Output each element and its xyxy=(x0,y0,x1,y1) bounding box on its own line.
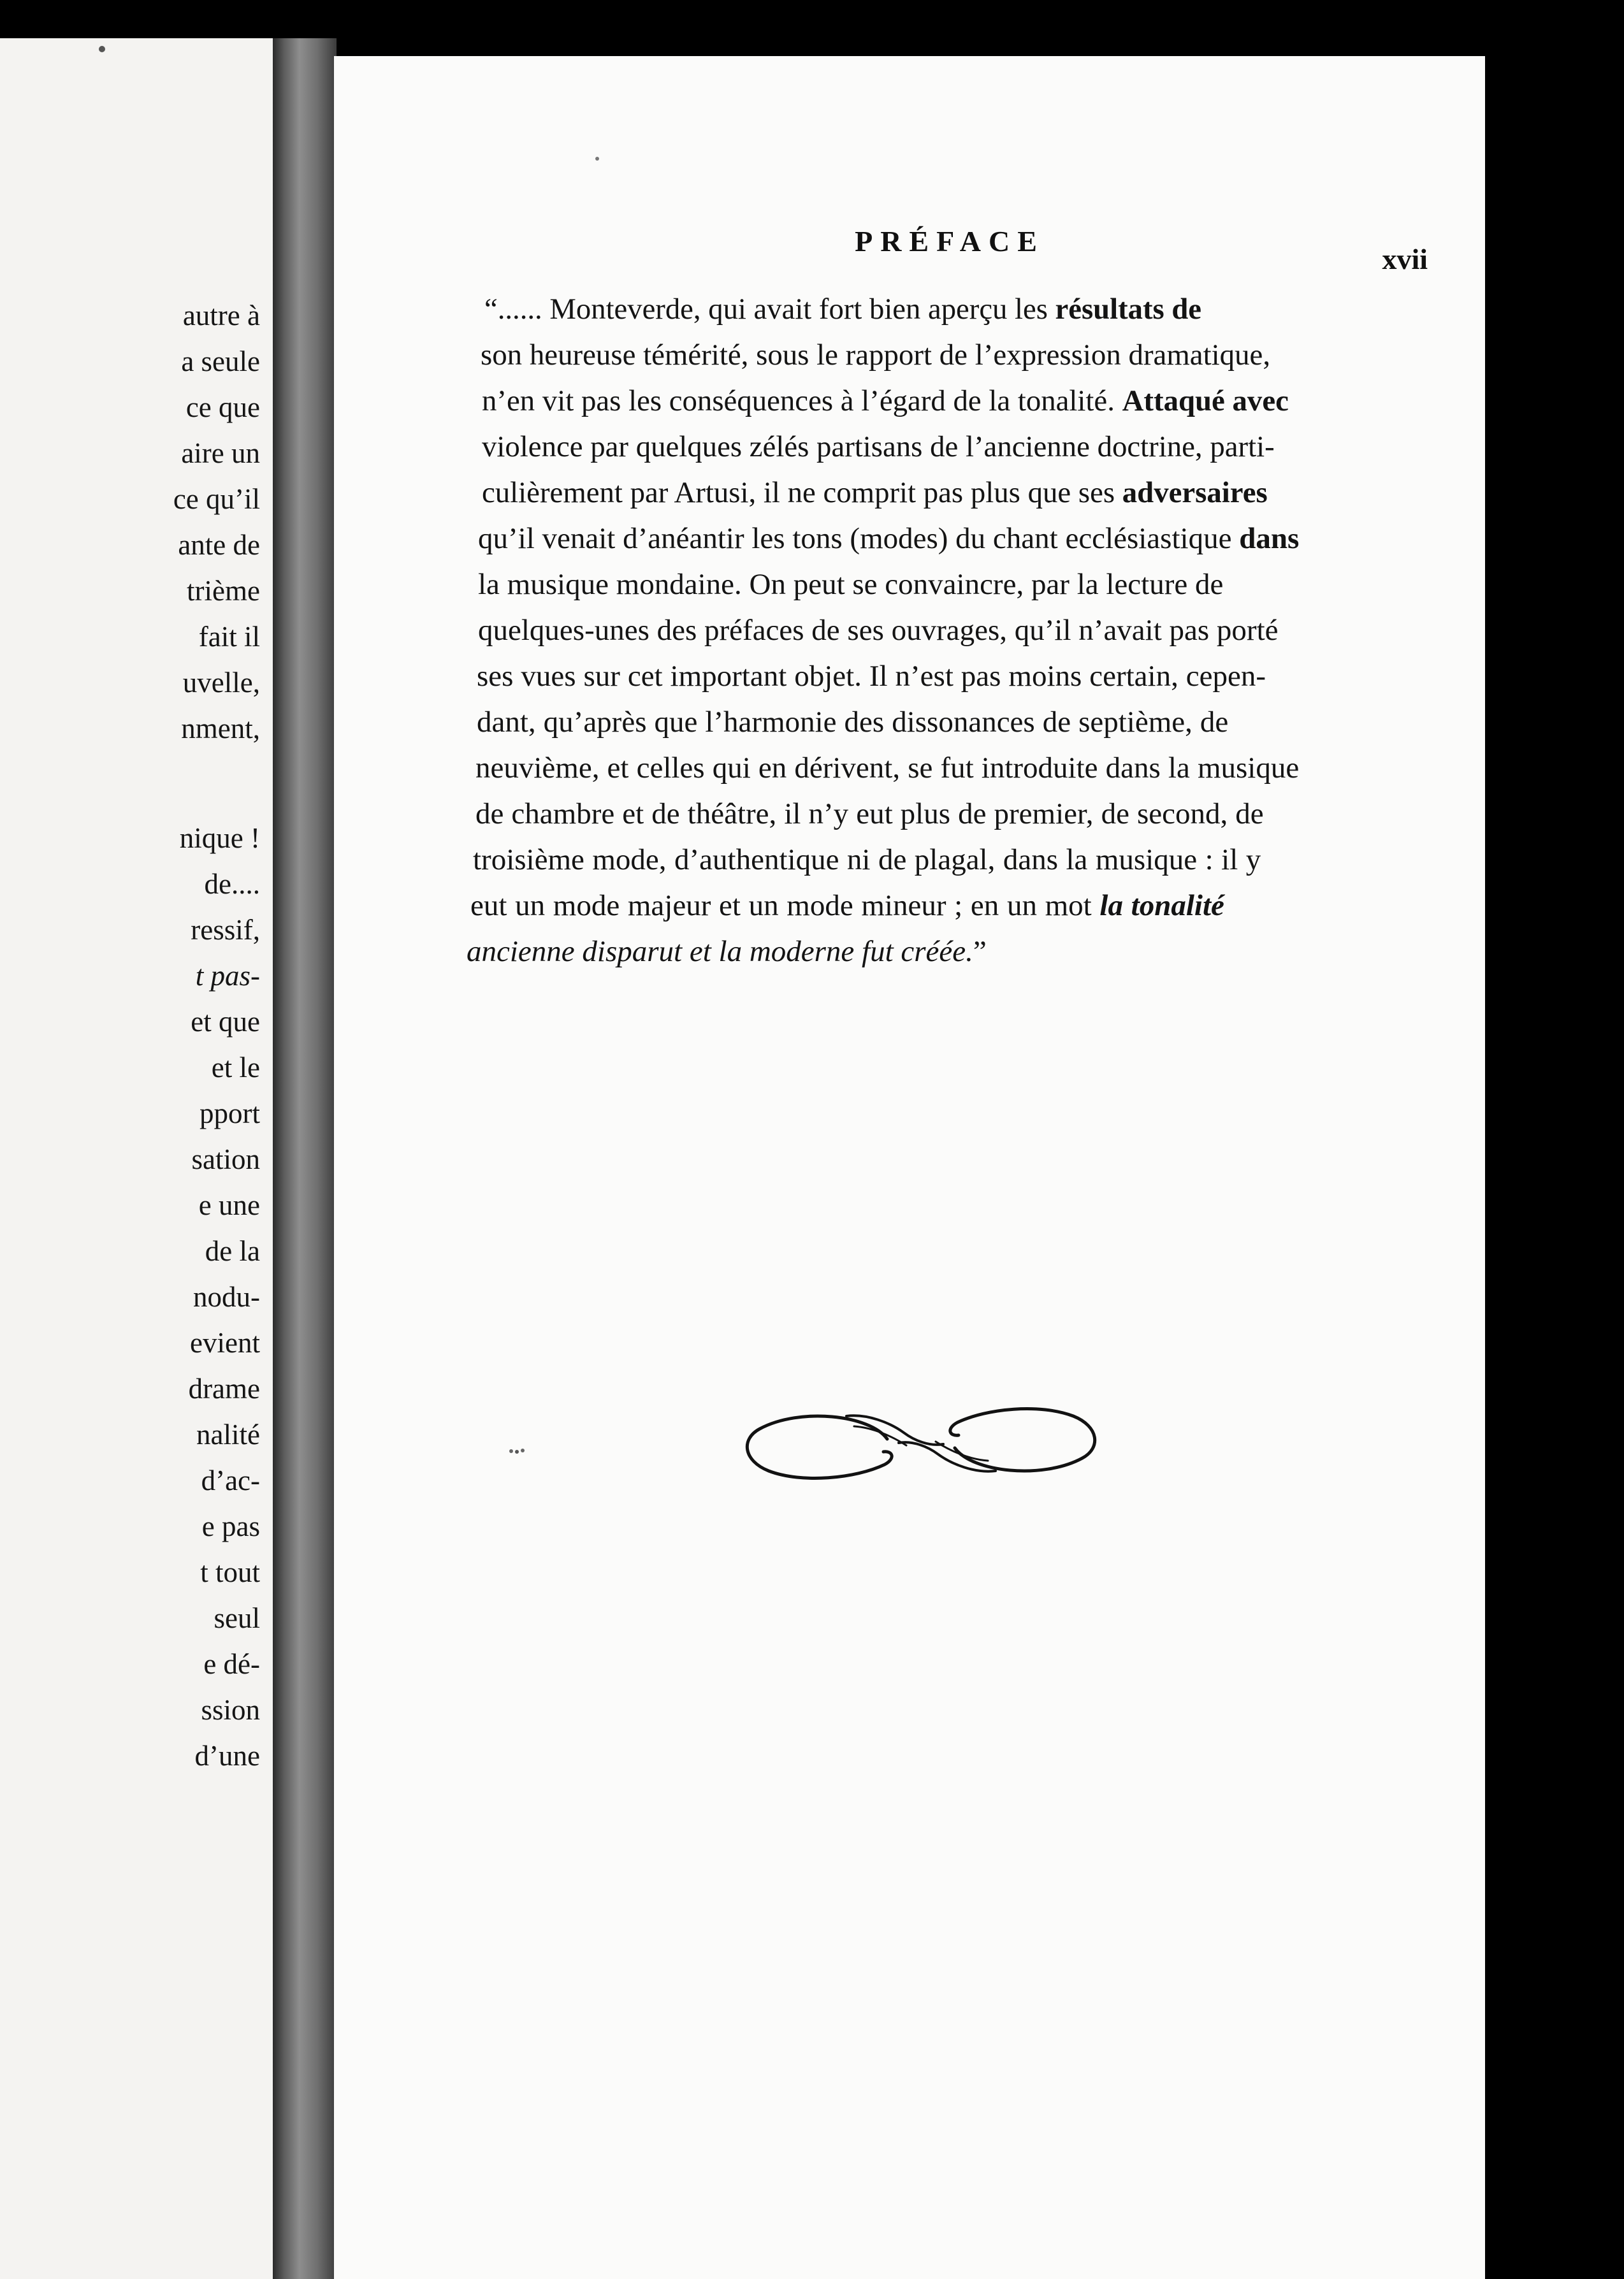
text-line xyxy=(477,655,1395,697)
facing-page-line: e pas xyxy=(201,1510,260,1542)
text-run: résultats de xyxy=(1055,293,1202,326)
text-run: de chambre et de théâtre, il n’y eut plus de premier, de second, de xyxy=(475,797,1264,830)
text-line xyxy=(478,609,1396,651)
facing-page-line: fait il xyxy=(198,621,260,653)
facing-page-line: drame xyxy=(188,1373,260,1405)
facing-page-line: autre à xyxy=(182,300,260,331)
speck xyxy=(595,157,599,161)
text-line xyxy=(478,563,1396,605)
text-run: eut un mode majeur et un mode mineur ; en un mot xyxy=(470,889,1100,922)
text-run: ” xyxy=(973,935,987,968)
facing-page-line: evient xyxy=(190,1327,260,1359)
facing-page-line: d’ac- xyxy=(201,1465,260,1496)
facing-page-line: uvelle, xyxy=(182,667,260,698)
text-line xyxy=(467,930,1384,973)
facing-page-line: de la xyxy=(205,1235,260,1267)
flourish-ornament-icon xyxy=(739,1389,1103,1498)
facing-page-line: nique ! xyxy=(179,822,260,854)
facing-page-line: a seule xyxy=(181,345,260,377)
text-line xyxy=(482,380,1396,422)
text-line xyxy=(482,426,1396,468)
facing-page-line: trième xyxy=(187,575,260,607)
text-line xyxy=(484,288,1396,330)
facing-page-line: nalité xyxy=(196,1419,260,1451)
speck xyxy=(99,46,105,52)
text-run: quelques-unes des préfaces de ses ouvrages, qu’il n’avait pas porté xyxy=(478,614,1279,647)
facing-page-line: de.... xyxy=(204,868,260,900)
facing-page-line: e une xyxy=(198,1189,260,1221)
text-run: la tonalité xyxy=(1099,889,1224,922)
facing-page-line: ce que xyxy=(185,391,260,423)
facing-page-line: nment, xyxy=(181,713,260,744)
facing-page-line: ressif, xyxy=(191,914,260,946)
facing-page-line: d’une xyxy=(194,1740,260,1772)
text-run: n’en vit pas les conséquences à l’égard de la tonalité. xyxy=(482,384,1122,417)
text-line xyxy=(477,701,1395,743)
text-line xyxy=(481,334,1396,376)
text-line xyxy=(478,517,1396,560)
facing-page-line: nodu- xyxy=(193,1281,260,1313)
facing-page-line: seul xyxy=(214,1602,260,1634)
facing-page-line: et que xyxy=(191,1006,260,1038)
facing-page-line: ante de xyxy=(178,529,260,561)
text-run: ses vues sur cet important objet. Il n’est pas moins certain, cepen- xyxy=(477,660,1266,693)
text-run: dant, qu’après que l’harmonie des dissonances de septième, de xyxy=(477,705,1229,739)
text-run: la musique mondaine. On peut se convaincre, par la lecture de xyxy=(478,568,1224,601)
text-run: violence par quelques zélés partisans de l’ancienne doctrine, parti- xyxy=(482,430,1275,463)
facing-page-line: e dé- xyxy=(203,1648,260,1680)
scan-border xyxy=(1485,0,1624,2279)
text-run: culièrement par Artusi, il ne comprit pas plus que ses xyxy=(482,476,1122,509)
book-gutter xyxy=(273,38,337,2279)
facing-page-line: aire un xyxy=(181,437,260,469)
text-run: adversaires xyxy=(1122,476,1268,509)
facing-page-line: t tout xyxy=(200,1556,260,1588)
facing-page-line: ce qu’il xyxy=(173,483,260,515)
facing-page-line: pport xyxy=(199,1097,260,1129)
text-run: Attaqué avec xyxy=(1122,384,1289,417)
text-line xyxy=(475,793,1393,835)
facing-page-left xyxy=(0,38,273,2279)
text-run: troisième mode, d’authentique ni de plagal, dans la musique : il y xyxy=(473,843,1261,876)
facing-page-line: sation xyxy=(191,1143,260,1175)
text-run: son heureuse témérité, sous le rapport de l’expression dramatique, xyxy=(481,338,1271,372)
ink-speck xyxy=(509,1448,526,1454)
text-line xyxy=(482,472,1396,514)
text-line xyxy=(470,885,1388,927)
page-number: xvii xyxy=(1382,243,1428,275)
facing-page-line: ssion xyxy=(201,1694,260,1726)
facing-page-line: et le xyxy=(211,1052,260,1083)
running-head: PRÉFACE xyxy=(855,225,1045,257)
facing-page-line: t pas- xyxy=(195,960,260,992)
text-run: qu’il venait d’anéantir les tons (modes) du chant ecclésiastique xyxy=(478,522,1240,555)
text-line xyxy=(473,839,1391,881)
text-run: dans xyxy=(1239,522,1300,555)
text-line xyxy=(475,747,1393,789)
text-run: “...... Monteverde, qui avait fort bien aperçu les xyxy=(484,293,1055,326)
text-run: ancienne disparut et la moderne fut créée. xyxy=(467,935,973,968)
text-run: neuvième, et celles qui en dérivent, se fut introduite dans la musique xyxy=(475,751,1300,785)
